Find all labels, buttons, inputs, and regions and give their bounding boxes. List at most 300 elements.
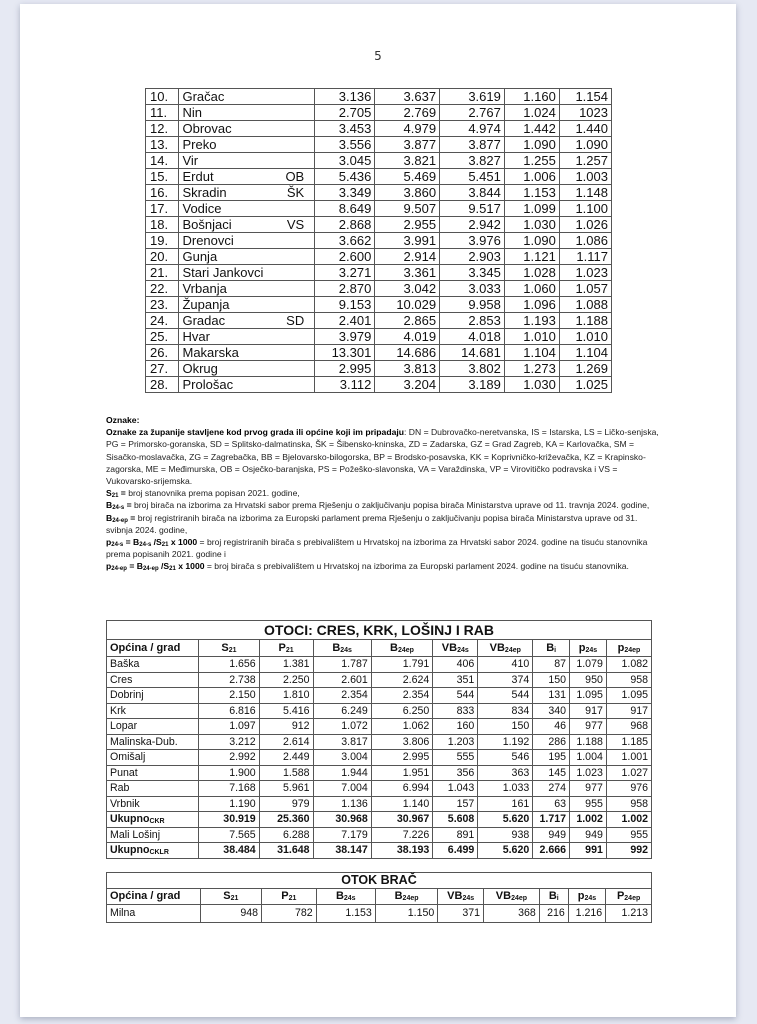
column-header: $B_{24ep}$ [371, 640, 433, 657]
cell-p24s: 1.030 [504, 217, 559, 233]
cell-s21: 9.153 [315, 297, 375, 313]
legend-p24ep: $p_{24-ep} = B_{24-ep}$ $/S_{21}$ x 1000 = broj birača s prebivalištem u Hrvatskoj na izborima za Europski parlament 2024. godine na tisuću stanovnika. [106, 561, 629, 573]
cell-value: 1.190 [199, 796, 259, 812]
municipality-name: Vrbnik [107, 796, 199, 812]
cell-value: 782 [262, 905, 317, 923]
total-value: 6.499 [433, 843, 478, 859]
cell-value: 161 [478, 796, 533, 812]
cell-value: 955 [606, 827, 651, 843]
row-number: 23. [146, 297, 179, 313]
cell-s21: 3.349 [315, 185, 375, 201]
municipality-name: Županja [182, 297, 230, 312]
municipality-name: Okrug [182, 361, 218, 376]
row-number: 11. [146, 105, 179, 121]
column-header: $VB_{24s}$ [433, 640, 478, 657]
cell-value: 374 [478, 672, 533, 688]
column-header: $P_{21}$ [262, 889, 317, 905]
county-code: VS [286, 217, 305, 232]
row-number: 24. [146, 313, 179, 329]
cell-value: 195 [533, 750, 570, 766]
cell-b24ep: 3.345 [440, 265, 505, 281]
cell-value: 1.072 [313, 719, 371, 735]
cell-value: 2.354 [371, 688, 433, 704]
cell-b24s: 3.877 [375, 137, 440, 153]
municipality-cell [179, 313, 315, 329]
table-row [146, 361, 612, 377]
total-value: 31.648 [259, 843, 313, 859]
cell-p24s: 1.099 [504, 201, 559, 217]
table-row [146, 233, 612, 249]
cell-s21: 2.705 [315, 105, 375, 121]
cell-b24s: 2.865 [375, 313, 440, 329]
cell-s21: 2.868 [315, 217, 375, 233]
row-number: 10. [146, 89, 179, 105]
cell-p24s: 1.193 [504, 313, 559, 329]
cell-p24s: 1.273 [504, 361, 559, 377]
cell-value: 1.023 [570, 765, 607, 781]
cell-value: 150 [478, 719, 533, 735]
row-number: 28. [146, 377, 179, 393]
municipality-name: Preko [182, 137, 217, 152]
row-number: 21. [146, 265, 179, 281]
table-row [146, 185, 612, 201]
table-row [146, 217, 612, 233]
municipality-cell [179, 201, 315, 217]
table-row [146, 313, 612, 329]
cell-b24s: 9.507 [375, 201, 440, 217]
table-row [107, 796, 652, 812]
cell-value: 340 [533, 703, 570, 719]
cell-p24s: 1.090 [504, 233, 559, 249]
municipality-name: Punat [107, 765, 199, 781]
cell-b24s: 5.469 [375, 169, 440, 185]
municipality-name: Omišalj [107, 750, 199, 766]
cell-value: 1.185 [606, 734, 651, 750]
cell-value: 274 [533, 781, 570, 797]
cell-b24s: 3.204 [375, 377, 440, 393]
cell-value: 1.001 [606, 750, 651, 766]
cell-value: 2.624 [371, 672, 433, 688]
total-value: 25.360 [259, 812, 313, 828]
row-number: 18. [146, 217, 179, 233]
cell-p24s: 1.006 [504, 169, 559, 185]
municipality-cell [179, 329, 315, 345]
municipality-cell [179, 281, 315, 297]
total-value: 1.002 [570, 812, 607, 828]
cell-value: 216 [539, 905, 568, 923]
cell-p24s: 1.442 [504, 121, 559, 137]
total-value: 1.717 [533, 812, 570, 828]
cell-value: 891 [433, 827, 478, 843]
column-header: $B_i$ [533, 640, 570, 657]
cell-b24s: 3.813 [375, 361, 440, 377]
cell-value: 5.416 [259, 703, 313, 719]
municipality-name: Milna [107, 905, 201, 923]
table-row [146, 249, 612, 265]
column-header: $p_{24s}$ [570, 640, 607, 657]
cell-value: 949 [533, 827, 570, 843]
municipality-name: Prološac [182, 377, 234, 392]
cell-b24s: 3.361 [375, 265, 440, 281]
cell-value: 555 [433, 750, 478, 766]
cell-b24s: 4.019 [375, 329, 440, 345]
cell-b24s: 2.914 [375, 249, 440, 265]
cell-value: 351 [433, 672, 478, 688]
row-number: 22. [146, 281, 179, 297]
legend [106, 414, 666, 573]
cell-value: 955 [570, 796, 607, 812]
table-row [107, 657, 652, 673]
cell-value: 917 [570, 703, 607, 719]
cell-value: 145 [533, 765, 570, 781]
cell-value: 1.033 [478, 781, 533, 797]
cell-value: 1.787 [313, 657, 371, 673]
cell-s21: 5.436 [315, 169, 375, 185]
cell-s21: 3.979 [315, 329, 375, 345]
county-code: ŠK [286, 185, 305, 200]
total-value: 5.620 [478, 843, 533, 859]
table-row [107, 827, 652, 843]
cell-s21: 3.045 [315, 153, 375, 169]
row-number: 17. [146, 201, 179, 217]
municipality-name: Bošnjaci [182, 217, 232, 232]
column-header: $B_{24ep}$ [375, 889, 437, 905]
cell-b24ep: 2.903 [440, 249, 505, 265]
municipality-cell [179, 265, 315, 281]
county-code: OB [285, 169, 305, 184]
cell-p24ep: 1.440 [559, 121, 611, 137]
cell-value: 1.150 [375, 905, 437, 923]
cell-p24ep: 1.269 [559, 361, 611, 377]
cell-s21: 2.401 [315, 313, 375, 329]
cell-b24ep: 14.681 [440, 345, 505, 361]
cell-b24s: 3.821 [375, 153, 440, 169]
cell-value: 286 [533, 734, 570, 750]
municipality-cell [179, 169, 315, 185]
cell-value: 1.588 [259, 765, 313, 781]
municipality-name: Cres [107, 672, 199, 688]
cell-value: 979 [259, 796, 313, 812]
cell-s21: 3.453 [315, 121, 375, 137]
cell-value: 949 [570, 827, 607, 843]
total-value: 38.484 [199, 843, 259, 859]
cell-value: 7.179 [313, 827, 371, 843]
cell-value: 2.354 [313, 688, 371, 704]
cell-value: 2.614 [259, 734, 313, 750]
cell-s21: 3.662 [315, 233, 375, 249]
cell-value: 544 [478, 688, 533, 704]
cell-value: 1.213 [606, 905, 652, 923]
total-value: 991 [570, 843, 607, 859]
cell-p24ep: 1023 [559, 105, 611, 121]
row-number: 12. [146, 121, 179, 137]
cell-value: 368 [484, 905, 540, 923]
cell-value: 371 [438, 905, 484, 923]
cell-value: 356 [433, 765, 478, 781]
column-header: $VB_{24ep}$ [484, 889, 540, 905]
cell-value: 2.995 [371, 750, 433, 766]
table-row [107, 703, 652, 719]
legend-p24s: $p_{24-s} = B_{24-s}$ $/S_{21}$ x 1000 = broj registriranih birača s prebivalištem u Hrvatskoj na izborima za Hrvatski sabor 2024. godine na tisuću stanovnika prema popisanih 2021. godine i [106, 537, 648, 560]
cell-s21: 3.136 [315, 89, 375, 105]
cell-value: 87 [533, 657, 570, 673]
municipality-name: Drenovci [182, 233, 234, 248]
cell-value: 958 [606, 672, 651, 688]
municipality-cell [179, 185, 315, 201]
cell-b24ep: 3.827 [440, 153, 505, 169]
cell-p24ep: 1.117 [559, 249, 611, 265]
cell-p24s: 1.060 [504, 281, 559, 297]
table-row [146, 137, 612, 153]
cell-value: 406 [433, 657, 478, 673]
column-header: $VB_{24ep}$ [478, 640, 533, 657]
document-page [20, 4, 736, 1017]
municipality-name: Obrovac [182, 121, 232, 136]
cell-b24ep: 4.974 [440, 121, 505, 137]
table-row [146, 201, 612, 217]
total-value: 1.002 [606, 812, 651, 828]
column-header: $B_{24s}$ [313, 640, 371, 657]
column-header: $P_{21}$ [259, 640, 313, 657]
cell-s21: 2.870 [315, 281, 375, 297]
municipality-name: Skradin [182, 185, 227, 200]
cell-p24s: 1.153 [504, 185, 559, 201]
cell-p24ep: 1.188 [559, 313, 611, 329]
cell-b24s: 3.637 [375, 89, 440, 105]
cell-value: 2.601 [313, 672, 371, 688]
cell-s21: 2.600 [315, 249, 375, 265]
cell-b24ep: 3.619 [440, 89, 505, 105]
municipality-cell [179, 377, 315, 393]
table-row [146, 153, 612, 169]
brac-title: OTOK BRAČ [107, 873, 652, 889]
total-value: 38.193 [371, 843, 433, 859]
cell-p24ep: 1.090 [559, 137, 611, 153]
cell-value: 1.079 [570, 657, 607, 673]
table-row [107, 765, 652, 781]
cell-value: 160 [433, 719, 478, 735]
municipality-name: Nin [182, 105, 202, 120]
cell-value: 3.817 [313, 734, 371, 750]
cell-p24ep: 1.003 [559, 169, 611, 185]
table-row [107, 750, 652, 766]
cell-p24s: 1.030 [504, 377, 559, 393]
table-row [146, 281, 612, 297]
municipality-name: Lopar [107, 719, 199, 735]
cell-p24ep: 1.257 [559, 153, 611, 169]
column-header: Općina / grad [107, 640, 199, 657]
total-row [107, 843, 652, 859]
municipality-cell [179, 249, 315, 265]
cell-s21: 3.112 [315, 377, 375, 393]
municipalities-table [145, 88, 612, 393]
cell-b24s: 3.860 [375, 185, 440, 201]
table-row [146, 89, 612, 105]
cell-b24ep: 5.451 [440, 169, 505, 185]
row-number: 19. [146, 233, 179, 249]
total-value: 2.666 [533, 843, 570, 859]
table-row [146, 169, 612, 185]
cell-p24ep: 1.154 [559, 89, 611, 105]
cell-s21: 3.556 [315, 137, 375, 153]
municipality-cell [179, 121, 315, 137]
municipality-name: Krk [107, 703, 199, 719]
municipality-cell [179, 137, 315, 153]
islands-ckr-table [106, 620, 652, 859]
cell-s21: 8.649 [315, 201, 375, 217]
municipality-name: Erdut [182, 169, 214, 184]
row-number: 15. [146, 169, 179, 185]
municipality-name: Mali Lošinj [107, 827, 199, 843]
cell-value: 46 [533, 719, 570, 735]
cell-p24s: 1.121 [504, 249, 559, 265]
cell-p24s: 1.096 [504, 297, 559, 313]
total-label: Ukupno$_{CKLR}$ [107, 843, 199, 859]
cell-value: 917 [606, 703, 651, 719]
municipality-cell [179, 297, 315, 313]
legend-b24ep: $B_{24-ep}$ = broj registriranih birača na izborima za Europski parlament prema Rješenju o zaključivanju popisa birača Ministarstva uprave od 31. svibnja 2024. godine, [106, 512, 638, 535]
cell-b24ep: 3.844 [440, 185, 505, 201]
municipality-name: Baška [107, 657, 199, 673]
cell-value: 1.082 [606, 657, 651, 673]
cell-value: 2.449 [259, 750, 313, 766]
cell-value: 63 [533, 796, 570, 812]
municipality-name: Stari Jankovci [182, 265, 264, 280]
cell-b24ep: 9.517 [440, 201, 505, 217]
total-value: 992 [606, 843, 651, 859]
cell-p24ep: 1.104 [559, 345, 611, 361]
cell-value: 1.791 [371, 657, 433, 673]
municipality-name: Vrbanja [182, 281, 227, 296]
cell-p24s: 1.028 [504, 265, 559, 281]
cell-value: 7.004 [313, 781, 371, 797]
municipality-name: Makarska [182, 345, 239, 360]
table-row [107, 781, 652, 797]
table-row [146, 105, 612, 121]
column-header: Općina / grad [107, 889, 201, 905]
table-row [146, 265, 612, 281]
cell-value: 1.004 [570, 750, 607, 766]
column-header: $S_{21}$ [199, 640, 259, 657]
column-header: $P_{24ep}$ [606, 889, 652, 905]
cell-b24ep: 3.976 [440, 233, 505, 249]
cell-value: 958 [606, 796, 651, 812]
row-number: 20. [146, 249, 179, 265]
cell-p24s: 1.024 [504, 105, 559, 121]
cell-p24ep: 1.088 [559, 297, 611, 313]
municipality-name: Gradac [182, 313, 226, 328]
cell-value: 1.810 [259, 688, 313, 704]
municipality-name: Vir [182, 153, 199, 168]
municipality-cell [179, 233, 315, 249]
row-number: 14. [146, 153, 179, 169]
cell-value: 1.095 [606, 688, 651, 704]
cell-value: 1.216 [568, 905, 605, 923]
table-row [107, 905, 652, 923]
cell-s21: 13.301 [315, 345, 375, 361]
cell-b24s: 2.769 [375, 105, 440, 121]
cell-value: 968 [606, 719, 651, 735]
cell-value: 1.944 [313, 765, 371, 781]
cell-b24ep: 2.767 [440, 105, 505, 121]
cell-p24ep: 1.057 [559, 281, 611, 297]
cell-value: 150 [533, 672, 570, 688]
cell-p24s: 1.010 [504, 329, 559, 345]
cell-value: 834 [478, 703, 533, 719]
cell-b24s: 4.979 [375, 121, 440, 137]
table-row [107, 672, 652, 688]
cell-value: 1.095 [570, 688, 607, 704]
total-value: 30.968 [313, 812, 371, 828]
row-number: 25. [146, 329, 179, 345]
cell-value: 1.136 [313, 796, 371, 812]
municipality-cell [179, 361, 315, 377]
total-value: 38.147 [313, 843, 371, 859]
total-row [107, 812, 652, 828]
column-header: $p_{24s}$ [568, 889, 605, 905]
cell-b24ep: 3.802 [440, 361, 505, 377]
cell-value: 157 [433, 796, 478, 812]
cell-value: 544 [433, 688, 478, 704]
municipality-name: Rab [107, 781, 199, 797]
municipality-name: Gračac [182, 89, 225, 104]
cell-value: 1.043 [433, 781, 478, 797]
cell-value: 131 [533, 688, 570, 704]
cell-value: 912 [259, 719, 313, 735]
cell-p24s: 1.255 [504, 153, 559, 169]
cell-b24ep: 9.958 [440, 297, 505, 313]
islands-ckr-title: OTOCI: CRES, KRK, LOŠINJ I RAB [107, 621, 652, 640]
cell-value: 546 [478, 750, 533, 766]
legend-county-codes: Oznake za županije stavljene kod prvog grada ili općine koji im pripadaju: DN = Dubrovačko-neretvanska, IS = Istarska, LS = Ličko-senjska, PG = Primorsko-goranska, SD = Splitsko-dalmatinska, ŠK = Šibensko-kninska, ZD = Zadarska, GZ = Grad Zagreb, KA = Karlovačka, SM = Sisačko-moslavačka, ZG = Zagrebačka, BB = Bjelovarsko-bilogorska, BP = Brodsko-posavska, KK = Koprivničko-križevačka, KZ = Krapinsko-zagorska, ME = Međimurska, OB = Osječko-baranjska, PS = Požeško-slavonska, VA = Varaždinska, VP = Virovitičko podravska i VS = Vukovarsko-srijemska. [106, 427, 659, 487]
column-header: $S_{21}$ [200, 889, 261, 905]
table-row [146, 121, 612, 137]
cell-value: 3.806 [371, 734, 433, 750]
column-header: $VB_{24s}$ [438, 889, 484, 905]
cell-b24s: 2.955 [375, 217, 440, 233]
cell-s21: 3.271 [315, 265, 375, 281]
cell-value: 1.203 [433, 734, 478, 750]
cell-p24s: 1.090 [504, 137, 559, 153]
cell-value: 410 [478, 657, 533, 673]
cell-value: 2.738 [199, 672, 259, 688]
cell-value: 363 [478, 765, 533, 781]
cell-value: 6.250 [371, 703, 433, 719]
municipality-cell [179, 217, 315, 233]
cell-s21: 2.995 [315, 361, 375, 377]
total-value: 5.620 [478, 812, 533, 828]
cell-p24ep: 1.100 [559, 201, 611, 217]
table-row [107, 719, 652, 735]
total-value: 30.919 [199, 812, 259, 828]
cell-value: 1.381 [259, 657, 313, 673]
cell-value: 948 [200, 905, 261, 923]
municipality-name: Gunja [182, 249, 218, 264]
column-header: $p_{24ep}$ [606, 640, 651, 657]
cell-value: 7.168 [199, 781, 259, 797]
municipality-cell [179, 105, 315, 121]
municipality-name: Hvar [182, 329, 210, 344]
page-number: 5 [374, 49, 382, 63]
cell-b24s: 10.029 [375, 297, 440, 313]
row-number: 13. [146, 137, 179, 153]
cell-value: 2.250 [259, 672, 313, 688]
cell-b24ep: 2.853 [440, 313, 505, 329]
table-row [107, 688, 652, 704]
cell-value: 1.097 [199, 719, 259, 735]
cell-p24ep: 1.023 [559, 265, 611, 281]
municipality-name: Vodice [182, 201, 222, 216]
